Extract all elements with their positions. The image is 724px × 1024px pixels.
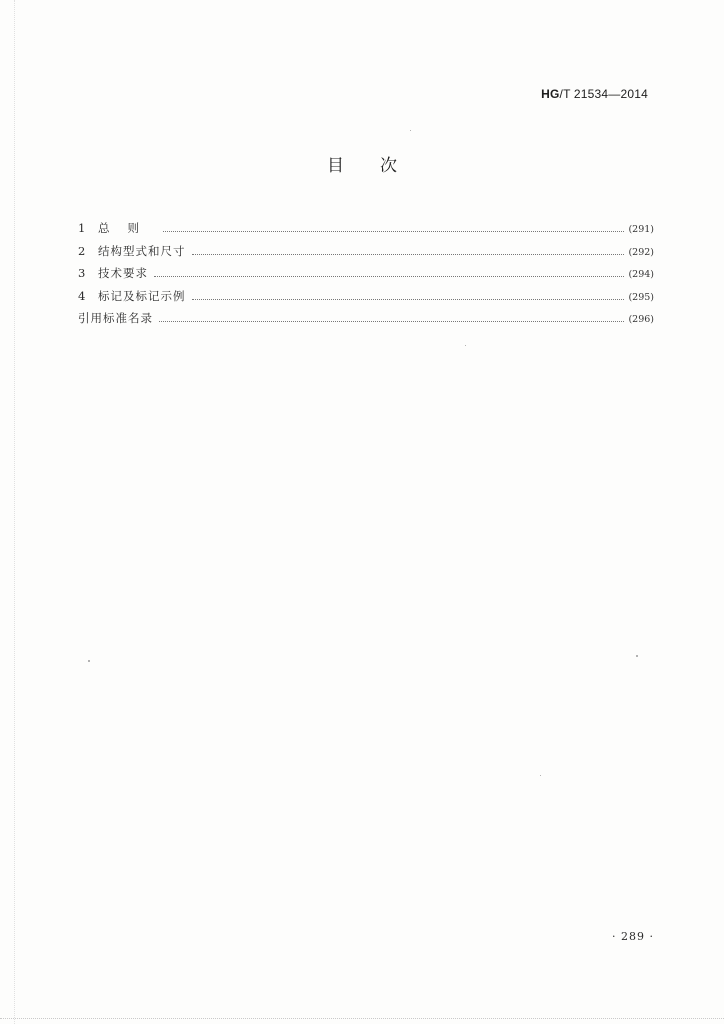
dot-leader bbox=[159, 320, 624, 322]
standard-code-prefix: HG bbox=[541, 87, 560, 101]
toc-title: 目次 bbox=[327, 156, 433, 176]
toc-entry-label: 结构型式和尺寸 bbox=[98, 243, 186, 258]
scan-speck bbox=[465, 345, 466, 346]
toc-entry[interactable] bbox=[78, 220, 654, 243]
dot-leader bbox=[192, 298, 625, 300]
scan-speck bbox=[410, 130, 411, 131]
toc-entry-label: 技术要求 bbox=[98, 266, 148, 281]
scan-speck bbox=[636, 655, 638, 657]
page-number: · 289 · bbox=[612, 930, 654, 943]
table-of-contents bbox=[78, 220, 654, 333]
toc-entry[interactable] bbox=[78, 288, 654, 311]
toc-entry-page: (292) bbox=[628, 246, 654, 258]
standard-code-suffix: /T 21534—2014 bbox=[559, 87, 648, 101]
toc-entry-label: 总则 bbox=[98, 221, 157, 235]
toc-entry-page: (294) bbox=[628, 269, 654, 281]
toc-entry-page: (296) bbox=[628, 314, 654, 326]
dot-leader bbox=[154, 275, 624, 277]
toc-entry[interactable] bbox=[78, 243, 654, 266]
toc-entry-page: (291) bbox=[628, 224, 654, 235]
page-edge-bottom bbox=[0, 1018, 724, 1020]
toc-entry-label: 引用标准名录 bbox=[78, 311, 153, 326]
toc-entry[interactable] bbox=[78, 265, 654, 288]
scan-speck bbox=[88, 660, 90, 662]
toc-entry-label: 标记及标记示例 bbox=[98, 288, 186, 303]
toc-entry-number: 1 bbox=[78, 221, 86, 235]
dot-leader bbox=[163, 230, 624, 232]
toc-entry-page: (295) bbox=[628, 291, 654, 303]
toc-entry-number: 2 bbox=[78, 243, 86, 258]
toc-entry-number: 3 bbox=[78, 266, 86, 281]
dot-leader bbox=[192, 253, 625, 255]
toc-entry-number: 4 bbox=[78, 288, 86, 303]
toc-entry[interactable] bbox=[78, 310, 654, 333]
scan-speck bbox=[540, 775, 541, 776]
standard-code bbox=[541, 87, 648, 101]
